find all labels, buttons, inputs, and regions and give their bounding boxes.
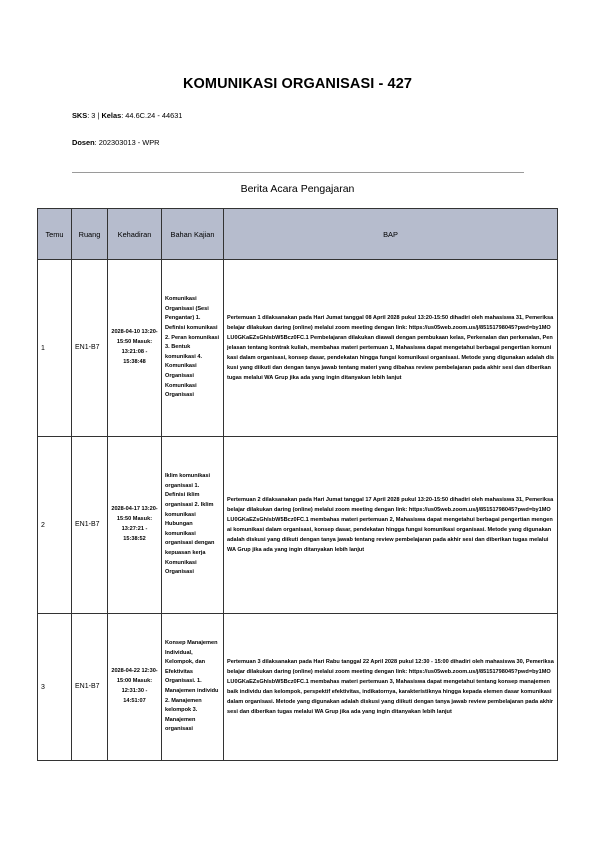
cell-kehadiran: 2028-04-10 13:20-15:50 Masuk: 13:21:08 - 15:38:48 <box>108 260 162 437</box>
header-bahan-kajian: Bahan Kajian <box>162 209 224 260</box>
course-info <box>72 111 182 120</box>
cell-kehadiran: 2028-04-22 12:30-15:00 Masuk: 12:31:30 - 14:51:07 <box>108 614 162 761</box>
cell-kehadiran: 2028-04-17 13:20-15:50 Masuk: 13:27:21 - 15:38:52 <box>108 437 162 614</box>
table-row <box>38 614 558 761</box>
cell-bahan-kajian: Komunikasi Organisasi (Sesi Pengantar) 1. Definisi komunikasi 2. Peran komunikasi 3. Bentuk komunikasi 4. Komunikasi Organisasi Komunikasi Organisasi <box>162 260 224 437</box>
dosen-value: : 202303013 - WPR <box>94 138 160 147</box>
kelas-label: Kelas <box>101 111 122 120</box>
cell-ruang: EN1-B7 <box>72 437 108 614</box>
lecturer-info <box>72 138 160 147</box>
header-temu: Temu <box>38 209 72 260</box>
sks-value: : 3 | <box>87 111 102 120</box>
cell-temu: 3 <box>38 614 72 761</box>
bap-table <box>37 208 558 761</box>
cell-bap: Pertemuan 2 dilaksanakan pada Hari Jumat tanggal 17 April 2028 pukul 13:20-15:50 dihadiri oleh mahasiswa 31, Pemeriksa belajar dilakukan daring (online) melalui zoom meeting dengan link: https://us05web.zoom.us/j/85151798045?pwd=by1MOLU0GKaEZsGhlsbW5Bcz0FC.1 membahas materi pertemuan 2, Mahasiswa dapat mengetahui berbagai pengertian mengenai komunikasi dalam organisasi, konsep dasar, pendekatan hingga fungsi komunikasi organisasi. Metode yang digunakan adalah diskusi yang diikuti dengan tanya jawab tentang review pembelajaran pada akhir sesi dan diberikan tugas melalui WA Grup jika ada yang ingin ditanyakan lebih lanjut <box>224 437 558 614</box>
cell-bahan-kajian: Iklim komunikasi organisasi 1. Definisi iklim organisasi 2. Iklim komunikasi Hubungan komunikasi organisasi dengan kepuasan kerja Komunikasi Organisasi <box>162 437 224 614</box>
dosen-label: Dosen <box>72 138 95 147</box>
page-title: KOMUNIKASI ORGANISASI - 427 <box>182 76 413 92</box>
table-row <box>38 437 558 614</box>
sks-label: SKS <box>72 111 88 120</box>
table-row <box>38 260 558 437</box>
header-bap: BAP <box>224 209 558 260</box>
section-title: Berita Acara Pengajaran <box>240 183 355 195</box>
cell-bahan-kajian: Konsep Manajemen Individual, Kelompok, dan Efektivitas Organisasi. 1. Manajemen individu 2. Manajemen kelompok 3. Manajemen organisasi <box>162 614 224 761</box>
header-kehadiran: Kehadiran <box>108 209 162 260</box>
header-ruang: Ruang <box>72 209 108 260</box>
cell-temu: 1 <box>38 260 72 437</box>
cell-ruang: EN1-B7 <box>72 260 108 437</box>
cell-ruang: EN1-B7 <box>72 614 108 761</box>
cell-bap: Pertemuan 1 dilaksanakan pada Hari Jumat tanggal 08 April 2028 pukul 13:20-15:50 dihadiri oleh mahasiswa 31, Pemeriksa belajar dilakukan daring (online) melalui zoom meeting dengan link: https://us05web.zoom.us/j/85151798045?pwd=by1MOLU0GKaEZsGhlsbW5Bcz0FC.1 Pembelajaran dilakukan diawali dengan pembukaan kelas, Perkenalan dan perkenalan, Penjelasan tentang kontrak kuliah, membahas materi pertemuan 1, Mahasiswa dapat mengetahui berbagai pengertian komunikasi dalam organisasi, konsep dasar, pendekatan hingga fungsi komunikasi organisasi. Metode yang digunakan adalah diskusi yang diikuti dan dengan tanya jawab tentang materi yang dibahas review pembelajaran pada akhir sesi dan diberikan tugas melalui WA Grup jika ada yang ingin ditanyakan lebih lanjut <box>224 260 558 437</box>
table-header-row <box>38 209 558 260</box>
kelas-value: : 44.6C.24 - 44631 <box>121 111 183 120</box>
divider <box>72 172 524 173</box>
cell-bap: Pertemuan 3 dilaksanakan pada Hari Rabu tanggal 22 April 2028 pukul 12:30 - 15:00 dihadiri oleh mahasiswa 30, Pemeriksa belajar dilakukan daring (online) melalui zoom meeting dengan link: https://us05web.zoom.us/j/85151798045?pwd=by1MOLU0GKaEZsGhlsbW5Bcz0FC.1 membahas materi pertemuan 3, Mahasiswa dapat mengetahui tentang konsep manajemen baik individu dan kelompok, perspektif efektivitas, indikatornya, karakteristiknya hingga kepada elemen dasar komunikasi dalam organisasi. Metode yang digunakan adalah diskusi yang diikuti dengan tanya jawab review pembelajaran pada akhir sesi dan diberikan tugas melalui WA Grup jika ada yang ingin ditanyakan lebih lanjut <box>224 614 558 761</box>
cell-temu: 2 <box>38 437 72 614</box>
